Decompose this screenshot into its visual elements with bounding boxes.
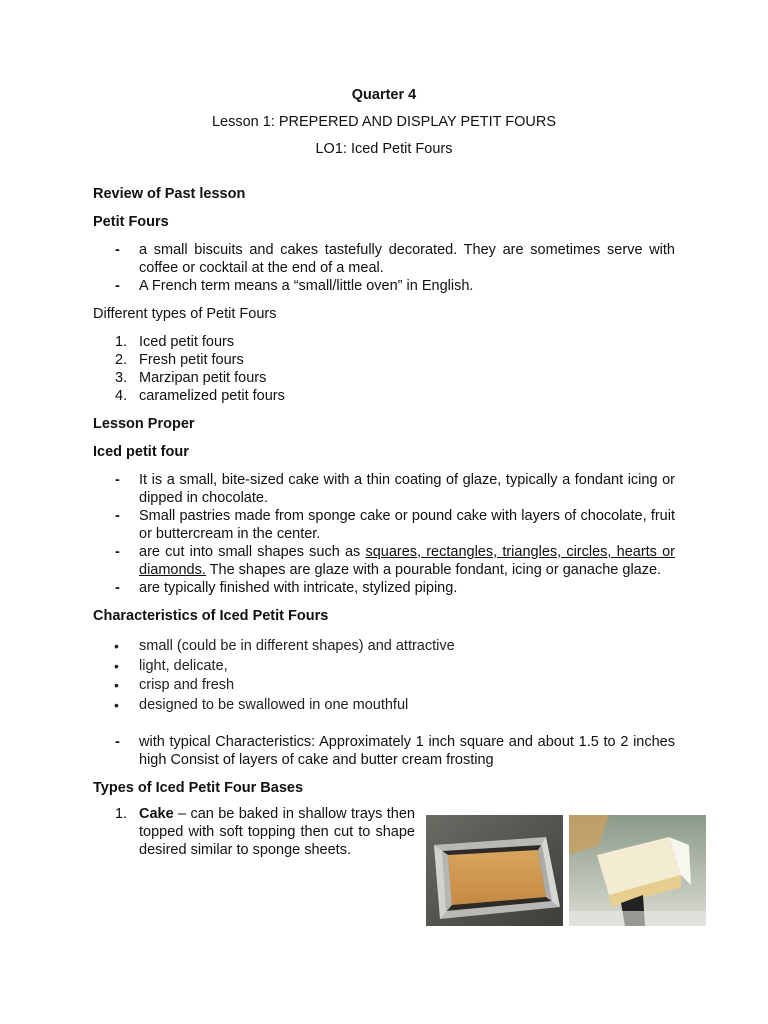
bullet-marker: • <box>114 657 119 674</box>
review-heading: Review of Past lesson <box>93 186 246 202</box>
list-item: - a small biscuits and cakes tastefully decorated. They are sometimes serve with coffee or cocktail at the end of a meal. <box>115 242 675 276</box>
list-item: • light, delicate, <box>93 657 675 677</box>
cake-base-section <box>93 805 675 925</box>
bullet-marker: • <box>114 638 119 654</box>
cake-in-tray-photo <box>426 815 563 926</box>
lesson-proper-heading: Lesson Proper <box>93 416 195 432</box>
typical-characteristics-list <box>93 733 675 769</box>
bullet-marker: • <box>114 677 119 693</box>
dash-marker: - <box>115 580 120 596</box>
types-list <box>93 333 675 405</box>
list-item: - Small pastries made from sponge cake or pound cake with layers of chocolate, fruit or buttercream in the center. <box>115 508 675 542</box>
quarter-title: Quarter 4 <box>351 87 417 103</box>
types-label: Different types of Petit Fours <box>93 306 277 322</box>
list-item: • small (could be in different shapes) and attractive <box>93 637 675 657</box>
list-item: - It is a small, bite-sized cake with a thin coating of glaze, typically a fondant icing or dipped in chocolate. <box>115 472 675 506</box>
characteristics-heading: Characteristics of Iced Petit Fours <box>93 608 329 624</box>
list-item: • designed to be swallowed in one mouthful <box>93 696 675 716</box>
bases-heading: Types of Iced Petit Four Bases <box>93 780 304 796</box>
dash-marker: - <box>115 544 120 560</box>
list-item: 3. Marzipan petit fours <box>115 370 267 386</box>
dash-marker: - <box>115 278 120 294</box>
bullet-marker: • <box>114 696 119 713</box>
list-item: 2. Fresh petit fours <box>115 352 244 368</box>
list-item: - are typically finished with intricate, stylized piping. <box>115 580 458 596</box>
list-item: 1. Iced petit fours <box>115 334 235 350</box>
dash-marker: - <box>115 508 120 524</box>
list-item: - A French term means a “small/little oven” in English. <box>115 278 474 294</box>
iced-petit-four-heading: Iced petit four <box>93 444 189 460</box>
characteristics-list <box>93 637 675 715</box>
cake-base-item <box>93 805 415 859</box>
shapes-underlined: squares, rectangles, triangles, circles, hearts or diamonds. <box>139 544 675 578</box>
list-item: - are cut into small shapes such as squares, rectangles, triangles, circles, hearts or diamonds. The shapes are glaze with a pourable fondant, icing or ganache glaze. <box>115 544 675 578</box>
list-item: • crisp and fresh <box>93 676 675 696</box>
lesson-title: Lesson 1: PREPERED AND DISPLAY PETIT FOURS <box>211 114 557 130</box>
dash-marker: - <box>115 472 120 488</box>
iced-petit-four-list <box>93 471 675 597</box>
list-item: 1. Cake – can be baked in shallow trays then topped with soft topping then cut to shape desired similar to sponge sheets. <box>115 806 415 858</box>
list-item: 4. caramelized petit fours <box>115 388 285 404</box>
review-list <box>93 241 675 295</box>
cake-term: Cake <box>139 806 174 822</box>
list-item: - with typical Characteristics: Approximately 1 inch square and about 1.5 to 2 inches high Consist of layers of cake and butter cream frosting <box>115 734 675 768</box>
petit-fours-heading: Petit Fours <box>93 214 169 230</box>
learning-objective: LO1: Iced Petit Fours <box>315 141 453 157</box>
dash-marker: - <box>115 734 120 750</box>
dash-marker: - <box>115 242 120 258</box>
cake-slice-photo <box>569 815 706 926</box>
document-page <box>93 86 675 925</box>
